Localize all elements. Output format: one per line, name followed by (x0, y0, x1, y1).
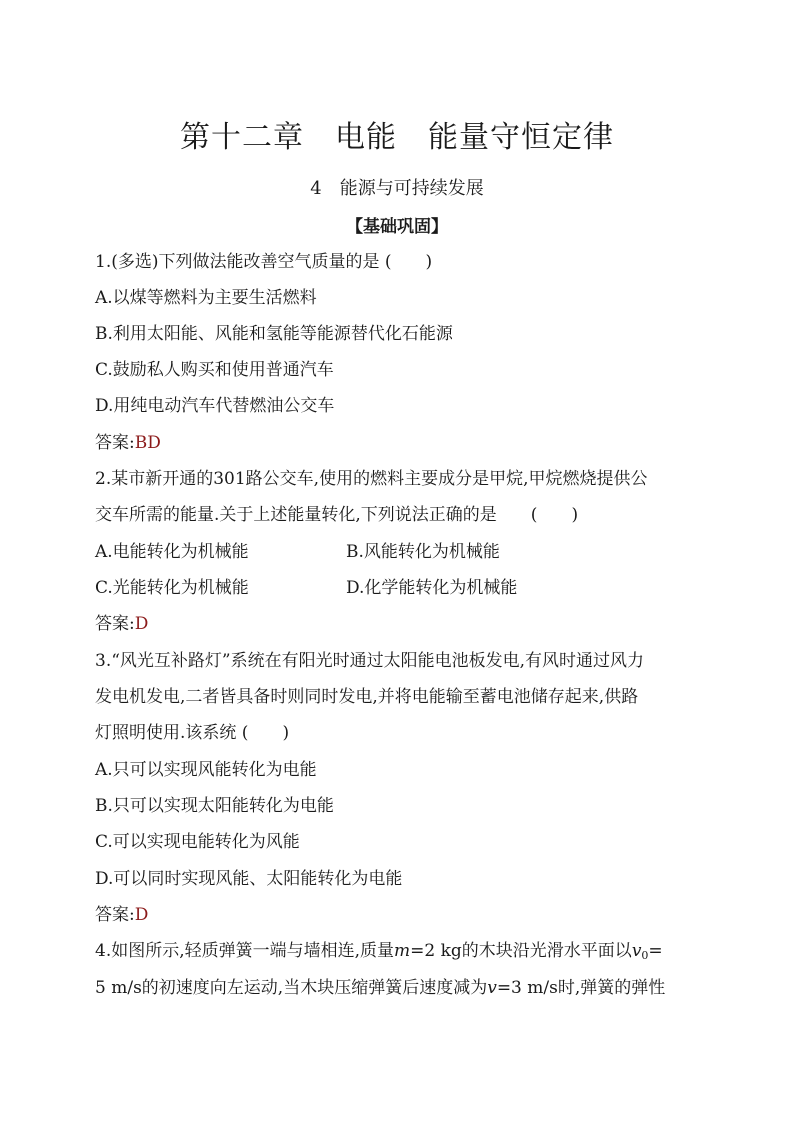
question-2-option-d: D.化学能转化为机械能 (346, 578, 518, 598)
question-4-stem-line-1 (95, 939, 663, 968)
stem-text: = (648, 941, 663, 961)
section-title: 4 能源与可持续发展 (310, 178, 484, 199)
question-3-stem-line-2: 发电机发电,二者皆具备时则同时发电,并将电能输至蓄电池储存起来,供路 (95, 687, 639, 707)
variable-m: m (394, 941, 411, 961)
question-4-stem-line-2 (95, 976, 665, 1000)
question-3-stem-line-3: 灯照明使用.该系统 ( ) (95, 723, 290, 743)
question-2-stem-line-1: 2.某市新开通的301路公交车,使用的燃料主要成分是甲烷,甲烷燃烧提供公 (95, 469, 648, 489)
stem-text: =3 m/s时,弹簧的弹性 (496, 978, 666, 998)
stem-text: 4.如图所示,轻质弹簧一端与墙相连,质量 (95, 941, 395, 961)
chapter-title: 第十二章 电能 能量守恒定律 (180, 120, 614, 155)
question-1-option-b: B.利用太阳能、风能和氢能等能源替代化石能源 (95, 324, 453, 344)
question-3-answer (95, 903, 148, 927)
question-2-option-c: C.光能转化为机械能 (95, 578, 249, 598)
question-1-answer (95, 431, 161, 455)
answer-label: 答案: (95, 433, 135, 453)
question-1-stem: 1.(多选)下列做法能改善空气质量的是 ( ) (95, 252, 433, 272)
question-1-option-d: D.用纯电动汽车代替燃油公交车 (95, 396, 335, 416)
question-1-option-a: A.以煤等燃料为主要生活燃料 (95, 288, 317, 308)
question-3-stem-line-1: 3.“风光互补路灯”系统在有阳光时通过太阳能电池板发电,有风时通过风力 (95, 651, 645, 671)
question-3-option-a: A.只可以实现风能转化为电能 (95, 760, 317, 780)
question-2-option-a: A.电能转化为机械能 (95, 542, 249, 562)
answer-label: 答案: (95, 905, 135, 925)
variable-v: v (631, 941, 642, 961)
answer-value: BD (134, 433, 161, 453)
stem-text: =2 kg的木块沿光滑水平面以 (410, 941, 632, 961)
answer-value: D (134, 905, 149, 925)
variable-v: v (487, 978, 497, 998)
stem-text: 5 m/s的初速度向左运动,当木块压缩弹簧后速度减为 (95, 978, 488, 998)
question-3-option-d: D.可以同时实现风能、太阳能转化为电能 (95, 869, 403, 889)
question-3-option-b: B.只可以实现太阳能转化为电能 (95, 796, 334, 816)
answer-value: D (134, 614, 149, 634)
question-2-stem-line-2: 交车所需的能量.关于上述能量转化,下列说法正确的是 ( ) (95, 505, 579, 525)
section-tag: 【基础巩固】 (346, 217, 448, 237)
question-2-answer (95, 612, 148, 636)
subscript-0: 0 (641, 949, 649, 962)
answer-label: 答案: (95, 614, 135, 634)
question-3-option-c: C.可以实现电能转化为风能 (95, 832, 300, 852)
question-1-option-c: C.鼓励私人购买和使用普通汽车 (95, 360, 334, 380)
question-2-option-b: B.风能转化为机械能 (346, 542, 500, 562)
